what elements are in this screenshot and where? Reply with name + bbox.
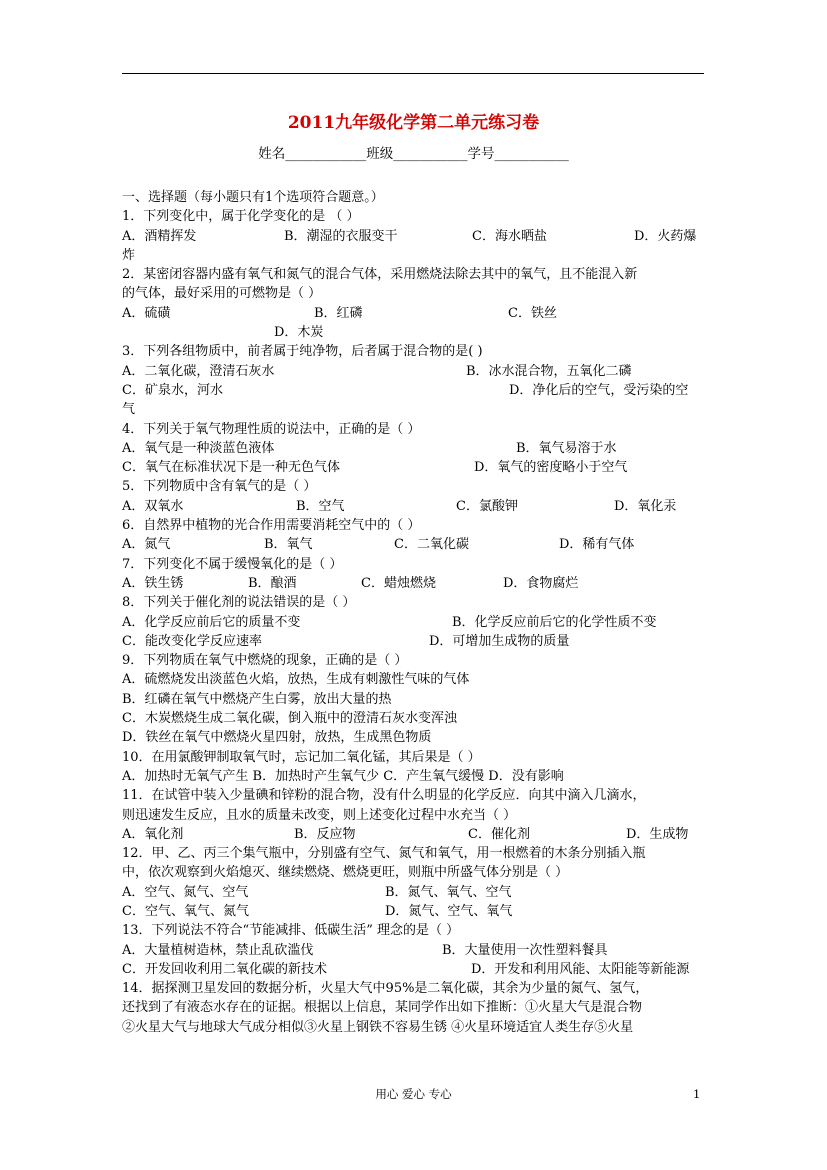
- text-segment: A．氧气是一种淡蓝色液体: [122, 440, 275, 456]
- text-line: [122, 439, 712, 458]
- text-segment: C．空气、氧气、氮气: [122, 903, 249, 919]
- text-segment: C．矿泉水，河水: [122, 382, 223, 398]
- text-segment: B．红磷在氧气中燃烧产生白雾，放出大量的热: [122, 691, 392, 707]
- text-segment: 炸: [122, 247, 136, 263]
- text-line: [122, 728, 712, 747]
- text-line: [122, 227, 712, 246]
- text-segment: 1．下列变化中，属于化学变化的是 （ ）: [122, 209, 360, 225]
- text-segment: 11．在试管中装入少量碘和锌粉的混合物，没有什么明显的化学反应．向其中滴入几滴水，: [122, 788, 646, 804]
- text-line: [122, 921, 712, 940]
- text-segment: D．食物腐烂: [503, 575, 579, 591]
- text-segment: D．木炭: [274, 325, 324, 341]
- text-segment: B．红磷: [314, 305, 363, 321]
- text-segment: C．催化剂: [468, 826, 530, 842]
- text-line: [122, 458, 712, 477]
- text-segment: A．氧化剂: [122, 826, 184, 842]
- text-segment: D．铁丝在氧气中燃烧火星四射，放热，生成黑色物质: [122, 730, 432, 746]
- question-body: [122, 188, 712, 1037]
- text-segment: A．双氧水: [122, 498, 184, 514]
- text-line: [122, 420, 712, 439]
- text-segment: B．潮湿的衣服变干: [284, 228, 398, 244]
- text-segment: 12．甲、乙、丙三个集气瓶中，分别盛有空气、氮气和氧气，用一根燃着的木条分别插入瓶: [122, 846, 646, 862]
- text-line: [122, 497, 712, 516]
- text-segment: 3．下列各组物质中，前者属于纯净物，后者属于混合物的是( ): [122, 344, 483, 360]
- text-segment: C．开发回收利用二氧化碳的新技术: [122, 961, 327, 977]
- text-line: [122, 748, 712, 767]
- text-segment: B．氮气、氧气、空气: [385, 884, 512, 900]
- text-line: [122, 400, 712, 419]
- text-segment: B．大量使用一次性塑料餐具: [442, 942, 608, 958]
- text-segment: 则迅速发生反应，且水的质量未改变，则上述变化过程中水充当（ ）: [122, 807, 517, 823]
- text-line: [122, 786, 712, 805]
- text-segment: C．氯酸钾: [456, 498, 518, 514]
- text-line: [122, 960, 712, 979]
- text-segment: C．木炭燃烧生成二氧化碳，倒入瓶中的澄清石灰水变浑浊: [122, 711, 457, 727]
- text-segment: D．氧气的密度略小于空气: [474, 460, 628, 476]
- text-line: [122, 593, 712, 612]
- text-segment: A．二氧化碳，澄清石灰水: [122, 363, 275, 379]
- text-segment: B．空气: [296, 498, 345, 514]
- page-title: 2011九年级化学第二单元练习卷: [287, 113, 540, 133]
- text-segment: C．氧气在标准状况下是一种无色气体: [122, 460, 340, 476]
- text-line: [122, 1018, 712, 1037]
- header-rule: [122, 73, 704, 74]
- text-segment: B．化学反应前后它的化学性质不变: [452, 614, 657, 630]
- text-line: [122, 998, 712, 1017]
- text-segment: A．化学反应前后它的质量不变: [122, 614, 301, 630]
- text-segment: D．生成物: [626, 826, 689, 842]
- page-number: 1: [693, 1087, 701, 1101]
- text-line: [122, 284, 712, 303]
- text-line: [122, 555, 712, 574]
- text-segment: ②火星大气与地球大气成分相似③火星上钢铁不容易生锈 ④火星环境适宜人类生存⑤火星: [122, 1019, 634, 1035]
- text-line: [122, 188, 712, 207]
- text-segment: D．氮气、空气、氧气: [385, 903, 513, 919]
- text-line: [122, 902, 712, 921]
- text-segment: D．火药爆: [634, 228, 697, 244]
- text-line: [122, 979, 712, 998]
- text-line: [122, 825, 712, 844]
- text-segment: A．硫燃烧发出淡蓝色火焰，放热，生成有刺激性气味的气体: [122, 672, 470, 688]
- text-segment: C．海水晒盐: [472, 228, 547, 244]
- text-segment: C．蜡烛燃烧: [361, 575, 436, 591]
- text-segment: 7．下列变化不属于缓慢氧化的是（ ）: [122, 556, 343, 572]
- text-segment: A．大量植树造林，禁止乱砍滥伐: [122, 942, 314, 958]
- text-segment: A．铁生锈: [122, 575, 184, 591]
- text-segment: B．氧气易溶于水: [516, 440, 617, 456]
- text-line: [122, 535, 712, 554]
- text-line: [122, 574, 712, 593]
- text-line: [122, 883, 712, 902]
- text-segment: 的气体，最好采用的可燃物是（ ）: [122, 286, 322, 302]
- text-segment: C．能改变化学反应速率: [122, 633, 262, 649]
- text-line: [122, 304, 712, 323]
- text-line: [122, 632, 712, 651]
- text-segment: A．硫磺: [122, 305, 171, 321]
- text-line: [122, 246, 712, 265]
- text-line: [122, 651, 712, 670]
- text-line: [122, 265, 712, 284]
- text-segment: A．加热时无氧气产生 B．加热时产生氧气少 C．产生氧气缓慢 D．没有影响: [122, 768, 564, 784]
- text-segment: D．可增加生成物的质量: [429, 633, 570, 649]
- text-segment: D．开发和利用风能、太阳能等新能源: [471, 961, 690, 977]
- text-line: [122, 863, 712, 882]
- text-segment: 13．下列说法不符合“节能减排、低碳生活” 理念的是（ ）: [122, 923, 460, 939]
- text-segment: B．冰水混合物，五氧化二磷: [466, 363, 632, 379]
- text-line: [122, 941, 712, 960]
- text-segment: 还找到了有液态水存在的证据。根据以上信息，某同学作出如下推断：①火星大气是混合物: [122, 1000, 643, 1016]
- text-segment: 4．下列关于氧气物理性质的说法中，正确的是（ ）: [122, 421, 421, 437]
- text-line: [122, 709, 712, 728]
- text-segment: D．净化后的空气，受污染的空: [509, 382, 689, 398]
- text-segment: 8．下列关于催化剂的说法错误的是（ ）: [122, 595, 356, 611]
- text-segment: A．氮气: [122, 537, 171, 553]
- text-segment: C．二氧化碳: [394, 537, 469, 553]
- text-segment: 14．据探测卫星发回的数据分析，火星大气中95%是二氧化碳，其余为少量的氮气、氢气，: [122, 981, 649, 997]
- text-line: [122, 477, 712, 496]
- student-info-line: 姓名____________班级___________学号___________: [258, 146, 569, 162]
- text-line: [122, 806, 712, 825]
- text-segment: 10．在用氯酸钾制取氧气时，忘记加二氧化锰，其后果是（ ）: [122, 749, 481, 765]
- text-line: [122, 690, 712, 709]
- text-segment: 中，依次观察到火焰熄灭、继续燃烧、燃烧更旺，则瓶中所盛气体分别是（ ）: [122, 865, 569, 881]
- text-line: [122, 342, 712, 361]
- text-segment: 2．某密闭容器内盛有氧气和氮气的混合气体，采用燃烧法除去其中的氧气，且不能混入新: [122, 267, 638, 283]
- text-segment: C．铁丝: [508, 305, 557, 321]
- footer-slogan: 用心 爱心 专心: [375, 1087, 452, 1101]
- text-segment: B．酿酒: [248, 575, 297, 591]
- text-line: [122, 767, 712, 786]
- text-segment: B．氧气: [264, 537, 313, 553]
- text-segment: 气: [122, 402, 136, 418]
- text-line: [122, 844, 712, 863]
- text-line: [122, 362, 712, 381]
- text-segment: 一、选择题（每小题只有1个选项符合题意。）: [122, 190, 384, 205]
- text-segment: A．酒精挥发: [122, 228, 197, 244]
- text-segment: A．空气、氮气、空气: [122, 884, 249, 900]
- text-line: [122, 323, 712, 342]
- text-line: [122, 670, 712, 689]
- text-segment: 5．下列物质中含有氧气的是（ ）: [122, 479, 317, 495]
- text-line: [122, 613, 712, 632]
- text-segment: D．稀有气体: [559, 537, 635, 553]
- text-segment: B．反应物: [294, 826, 356, 842]
- text-segment: 6．自然界中植物的光合作用需要消耗空气中的（ ）: [122, 518, 421, 534]
- text-segment: 9．下列物质在氧气中燃烧的现象，正确的是（ ）: [122, 653, 408, 669]
- text-segment: D．氧化汞: [614, 498, 677, 514]
- text-line: [122, 207, 712, 226]
- text-line: [122, 516, 712, 535]
- text-line: [122, 381, 712, 400]
